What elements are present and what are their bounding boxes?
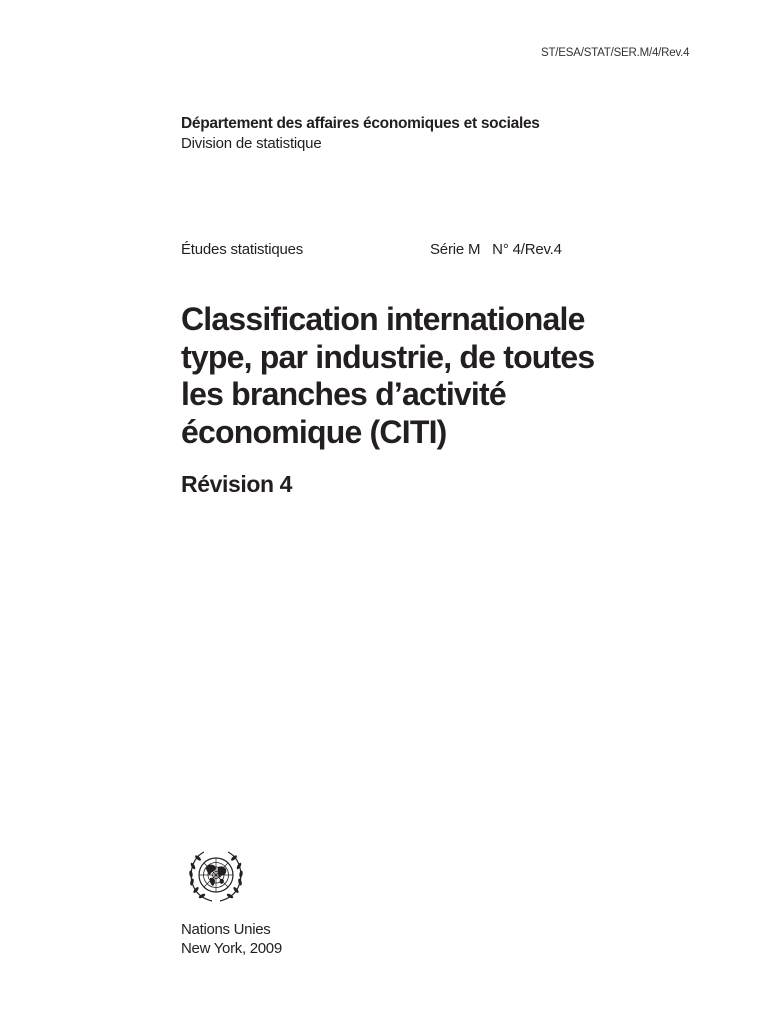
title-line: économique (CITI): [181, 413, 447, 450]
document-title: [181, 301, 651, 451]
title-line: type, par industrie, de toutes: [181, 338, 595, 375]
publisher-place-year: New York, 2009: [181, 940, 282, 957]
un-emblem-icon: [182, 846, 250, 908]
title-line: les branches d’activité: [181, 376, 506, 412]
revision-label: Révision 4: [181, 471, 293, 497]
document-symbol: ST/ESA/STAT/SER.M/4/Rev.4: [541, 47, 690, 59]
division-name: Division de statistique: [181, 135, 322, 152]
publisher-block: [181, 920, 282, 958]
series-number: Série M N° 4/Rev.4: [430, 241, 562, 258]
department-block: [181, 114, 540, 154]
title-line: Classification internationale: [181, 301, 585, 337]
series-label: Études statistiques: [181, 241, 304, 258]
publisher-name: Nations Unies: [181, 921, 271, 938]
department-name: Département des affaires économiques et sociales: [181, 115, 540, 132]
